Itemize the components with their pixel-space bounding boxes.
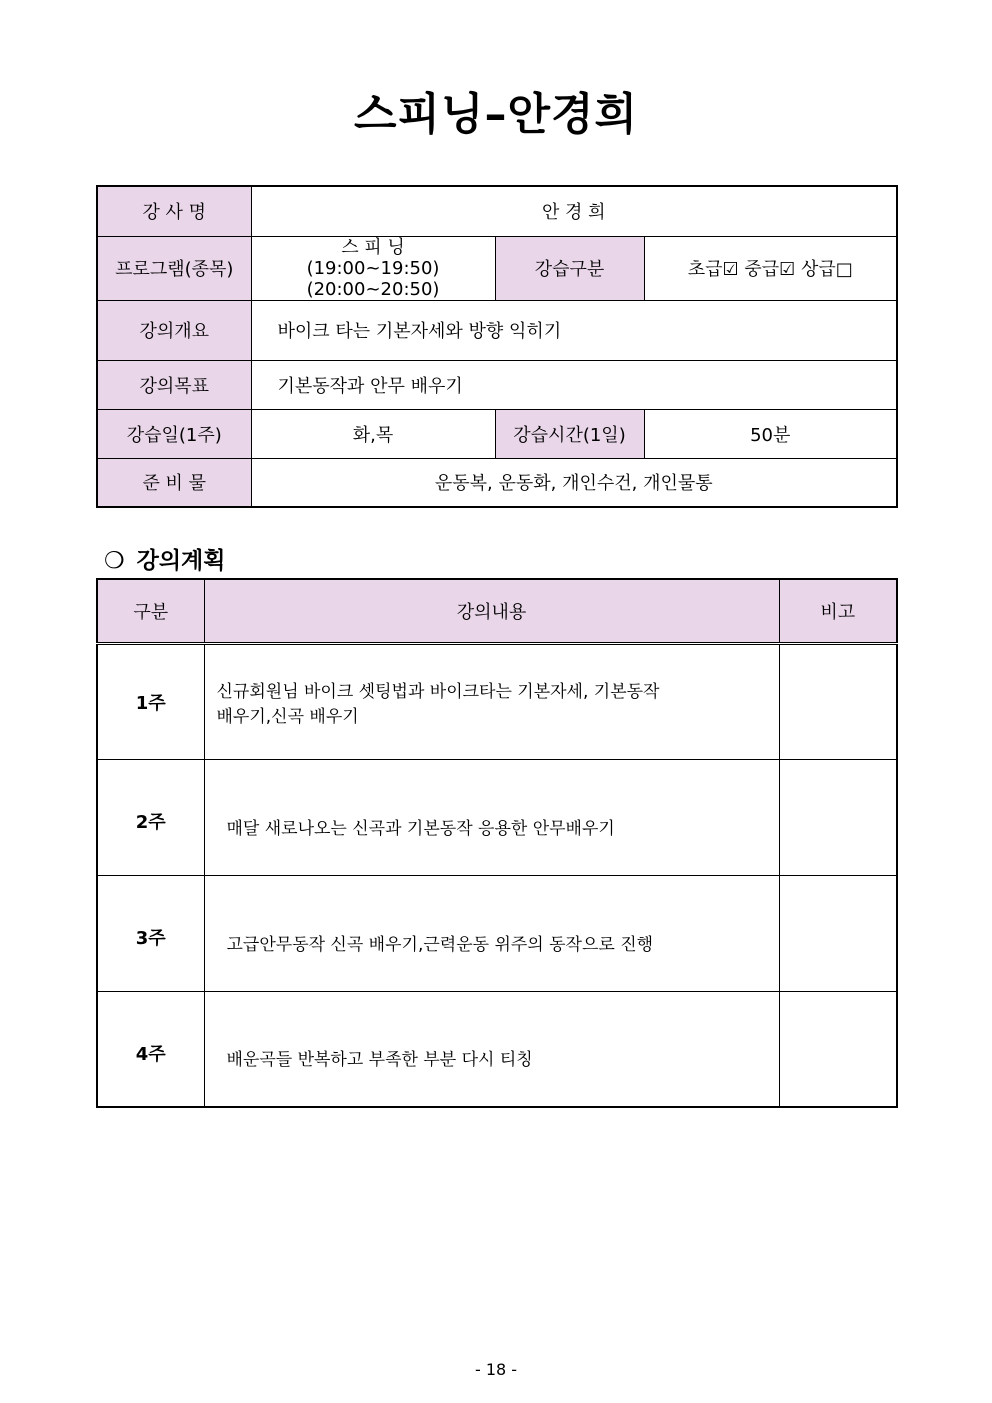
overview-label: 강의개요 — [97, 300, 251, 360]
program-name: 스 피 닝 — [341, 236, 405, 258]
content-cell — [204, 875, 779, 991]
note-cell — [779, 759, 897, 875]
week-cell: 2주 — [97, 759, 204, 875]
days-label: 강습일(1주) — [97, 409, 251, 458]
level-label: 강습구분 — [495, 236, 644, 300]
page-number: - 18 - — [474, 1360, 518, 1379]
content-cell — [204, 643, 779, 759]
content-line: 고급안무동작 신곡 배우기,근력운동 위주의 동작으로 진행 — [226, 934, 654, 955]
header-week: 구분 — [97, 579, 204, 643]
supplies-value: 운동복, 운동화, 개인수건, 개인물통 — [251, 458, 897, 507]
week-cell: 4주 — [97, 991, 204, 1107]
program-time-2: (20:00~20:50) — [306, 278, 440, 300]
plan-table — [96, 578, 898, 1108]
note-cell — [779, 643, 897, 759]
days-value: 화,목 — [251, 409, 495, 458]
header-content: 강의내용 — [204, 579, 779, 643]
table-row — [97, 991, 897, 1107]
content-line: 매달 새로나오는 신곡과 기본동작 응용한 안무배우기 — [226, 818, 615, 839]
table-row — [97, 643, 897, 759]
program-value — [251, 236, 495, 300]
content-line: 배운곡들 반복하고 부족한 부분 다시 티칭 — [226, 1050, 533, 1071]
header-note: 비고 — [779, 579, 897, 643]
content-line: 신규회원님 바이크 셋팅법과 바이크타는 기본자세, 기본동작 — [216, 681, 660, 702]
week-cell: 3주 — [97, 875, 204, 991]
program-label: 프로그램(종목) — [97, 236, 251, 300]
table-row — [97, 759, 897, 875]
section-title: 강의계획 — [136, 548, 226, 574]
note-cell — [779, 875, 897, 991]
bullet-circle-icon: ❍ — [104, 548, 125, 574]
level-value: 초급☑ 중급☑ 상급□ — [644, 236, 897, 300]
content-cell — [204, 991, 779, 1107]
week-cell: 1주 — [97, 643, 204, 759]
instructor-value: 안 경 희 — [251, 186, 897, 236]
info-table — [96, 185, 898, 508]
section-heading — [104, 542, 226, 575]
duration-label: 강습시간(1일) — [495, 409, 644, 458]
duration-value: 50분 — [644, 409, 897, 458]
overview-value: 바이크 타는 기본자세와 방향 익히기 — [251, 300, 897, 360]
instructor-label: 강 사 명 — [97, 186, 251, 236]
table-row — [97, 875, 897, 991]
content-line: 배우기,신곡 배우기 — [216, 706, 359, 727]
program-time-1: (19:00~19:50) — [306, 257, 440, 279]
goal-label: 강의목표 — [97, 360, 251, 409]
note-cell — [779, 991, 897, 1107]
content-cell — [204, 759, 779, 875]
page-title: 스피닝–안경희 — [353, 89, 639, 140]
supplies-label: 준 비 물 — [97, 458, 251, 507]
goal-value: 기본동작과 안무 배우기 — [251, 360, 897, 409]
